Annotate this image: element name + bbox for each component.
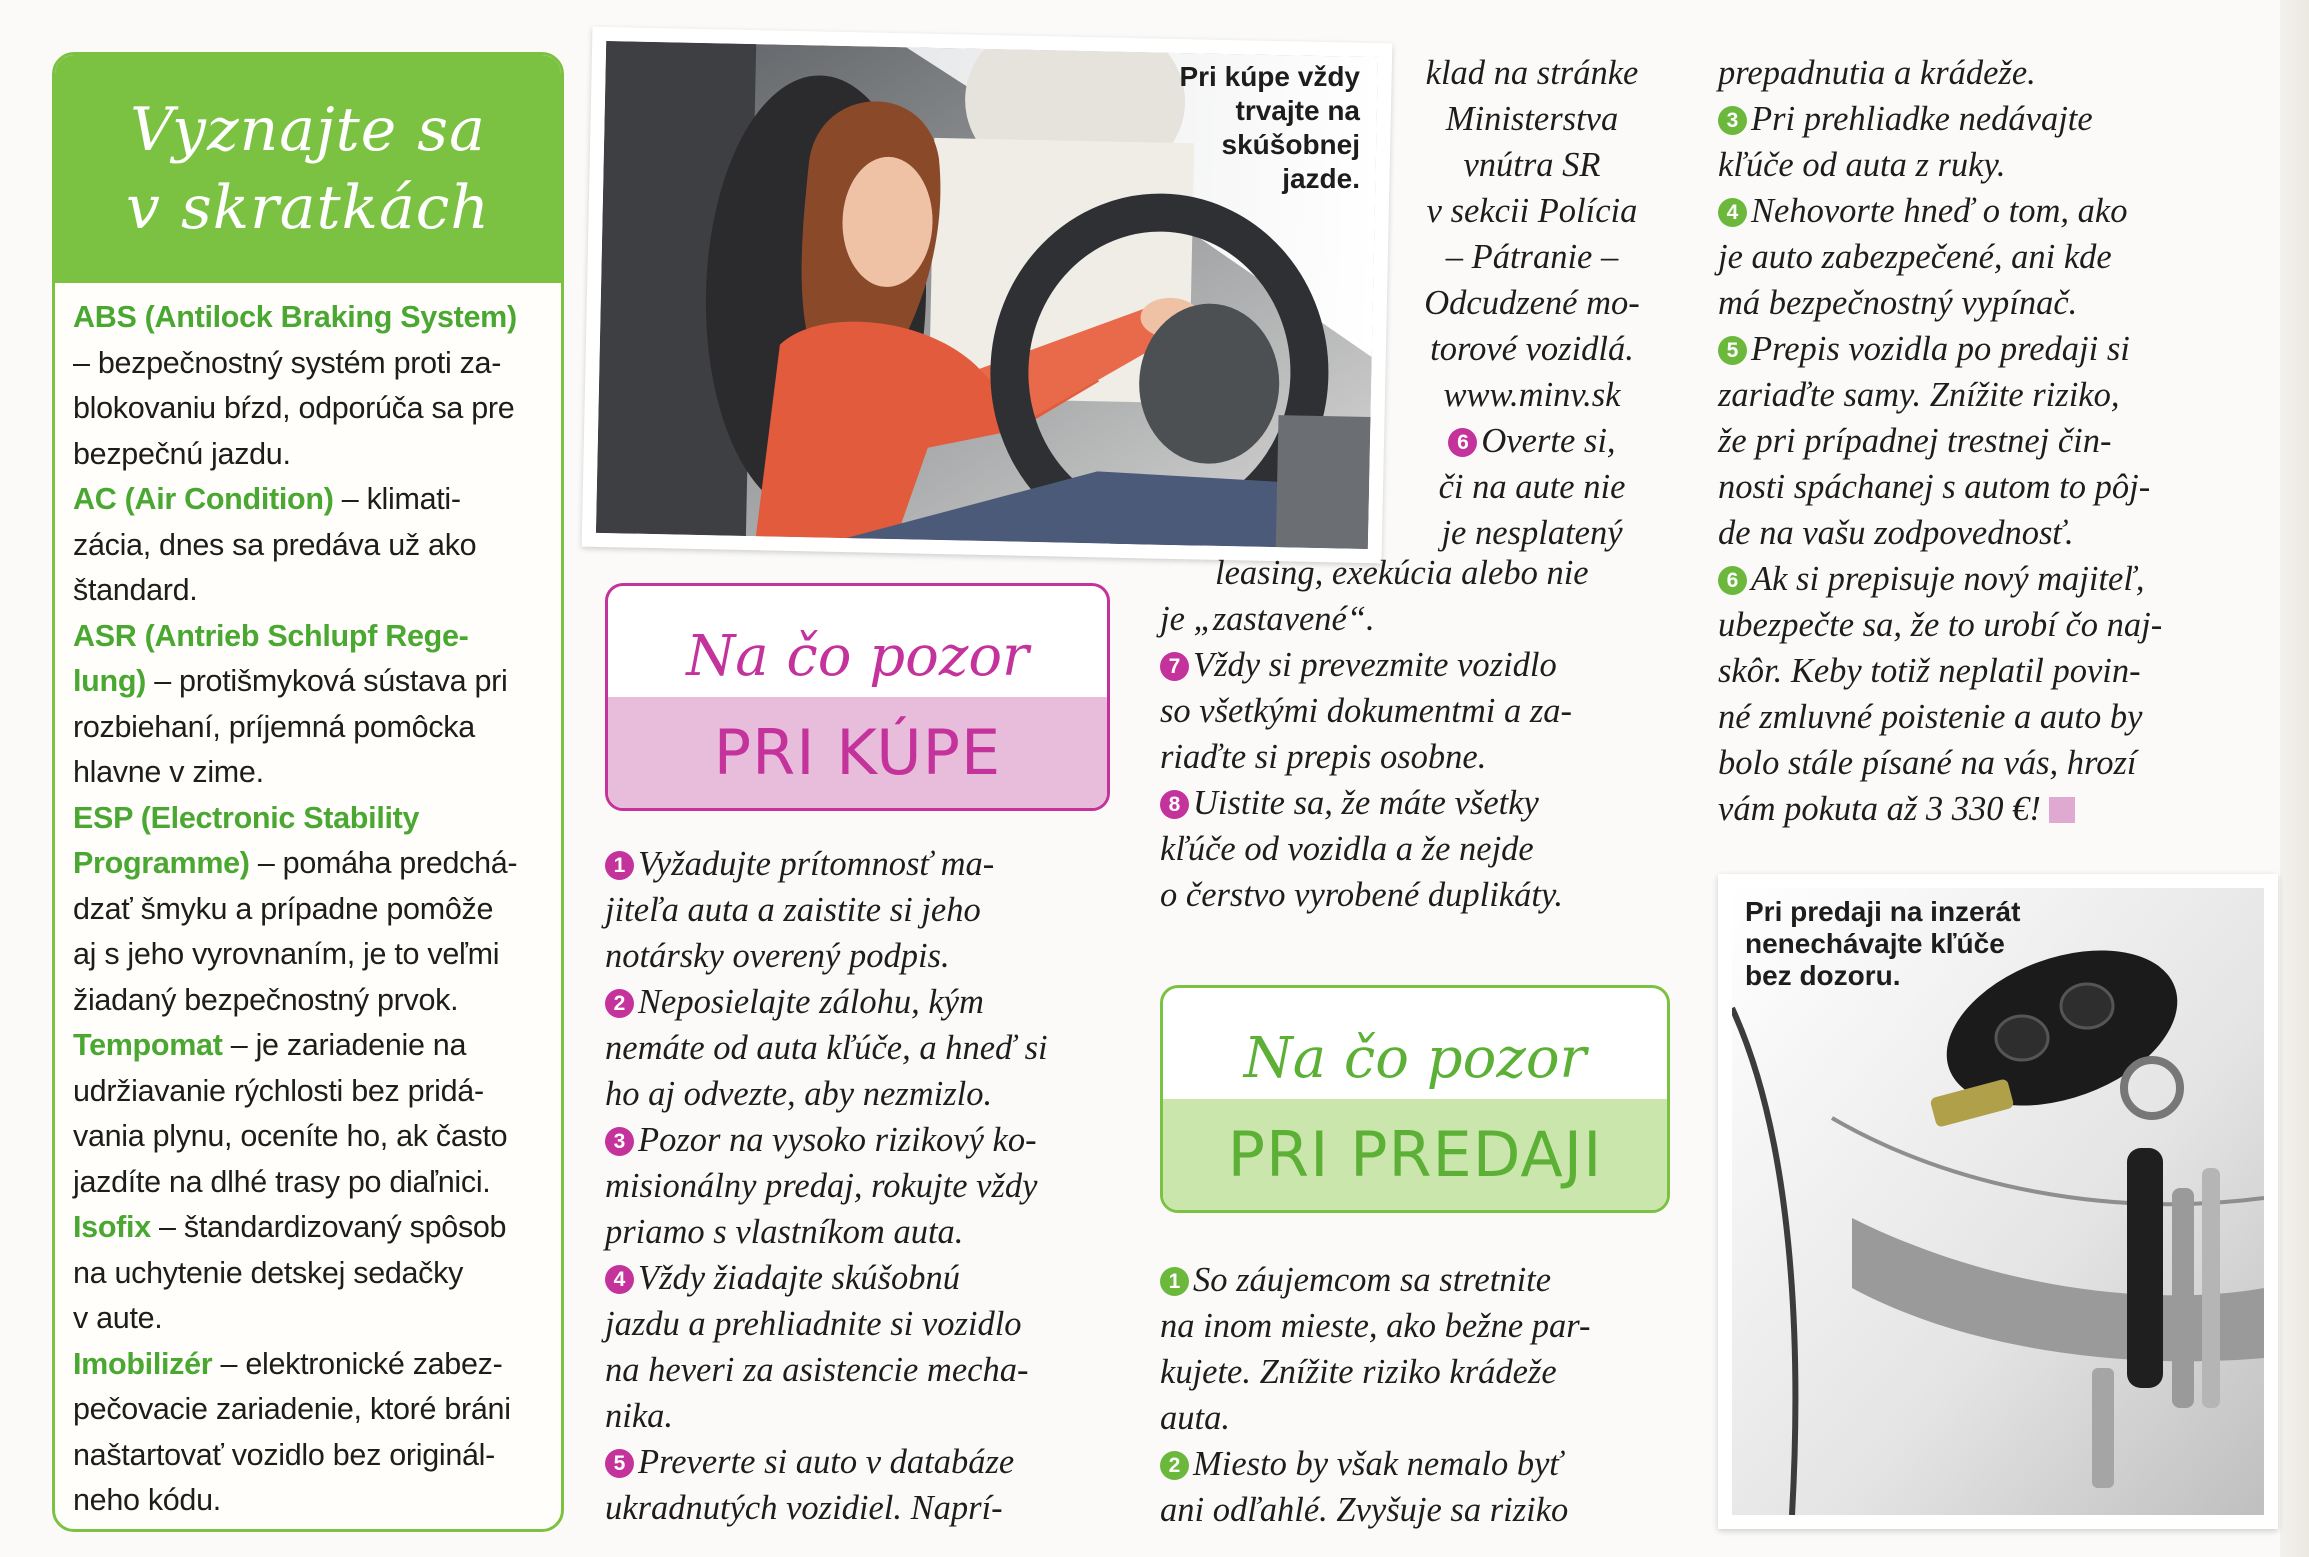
- tip-line: [1718, 740, 2258, 786]
- glossary-text: bezpečnú jazdu.: [73, 436, 291, 471]
- glossary-line: [73, 295, 547, 341]
- glossary-text: – štandardizovaný spôsob: [150, 1210, 507, 1244]
- tip-text: kujete. Znížite riziko krádeže: [1160, 1353, 1557, 1391]
- tip-number-icon: 2: [1160, 1451, 1189, 1480]
- tip-text: nika.: [605, 1397, 674, 1435]
- tip-line: [1718, 694, 2258, 740]
- tip-text: ubezpečte sa, že to urobí čo naj-: [1718, 606, 2163, 644]
- tip-line: [1718, 648, 2258, 694]
- tip-number-icon: 6: [1448, 428, 1477, 457]
- glossary-line: [73, 887, 547, 933]
- tip-line: [1718, 464, 2258, 510]
- tip-number-icon: 5: [1718, 336, 1747, 365]
- glossary-text: rozbiehaní, príjemná pomôcka: [73, 709, 475, 744]
- tip-text: Preverte si auto v databáze: [638, 1443, 1015, 1481]
- tip-line: [605, 1163, 1115, 1209]
- tip-text: Vyžadujte prítomnosť ma-: [638, 845, 995, 883]
- glossary-term: ESP (Electronic Stability: [73, 800, 420, 835]
- glossary-term: ASR (Antrieb Schlupf Rege-: [73, 618, 469, 653]
- glossary-line: [73, 932, 547, 978]
- test-drive-caption: [1105, 60, 1360, 196]
- tip-text: ho aj odvezte, aby nezmizlo.: [605, 1075, 993, 1113]
- caption-line: trvajte na: [1235, 95, 1360, 126]
- tip-text: leasing, exekúcia alebo nie: [1215, 554, 1589, 592]
- glossary-term: ABS (Antilock Braking System): [73, 300, 517, 334]
- website-note-line: vnútra SR: [1463, 146, 1601, 184]
- tip-text: riaďte si prepis osobne.: [1160, 738, 1487, 776]
- tip-line: [1160, 826, 1680, 872]
- tip-text: Pozor na vysoko rizikový ko-: [638, 1121, 1037, 1159]
- tip-text: notársky overený podpis.: [605, 937, 950, 975]
- glossary-text: – bezpečnostný systém proti za-: [73, 345, 502, 380]
- glossary-text: hlavne v zime.: [73, 755, 264, 789]
- glossary-line: [73, 568, 547, 614]
- tip-line: [605, 1439, 1115, 1485]
- glossary-text: – protišmyková sústava pri: [146, 664, 508, 698]
- heading-buy-line1: Na čo pozor: [686, 624, 1029, 689]
- tip-line: [1718, 96, 2258, 142]
- tip-line: [1392, 418, 1672, 464]
- tip-line: [1718, 602, 2258, 648]
- glossary-line: [73, 841, 547, 887]
- glossary-text: jazdíte na dlhé trasy po diaľnici.: [73, 1164, 491, 1199]
- glossary-text: – je zariadenie na: [222, 1028, 467, 1062]
- glossary-line: [73, 1478, 547, 1524]
- glossary-line: [73, 1342, 547, 1388]
- tip-line: [605, 979, 1115, 1025]
- website-note-line: Ministerstva: [1445, 100, 1619, 138]
- tip-text: Vždy si prevezmite vozidlo: [1193, 646, 1557, 684]
- tip-text: jiteľa auta a zaistite si jeho: [605, 891, 981, 929]
- tip-line: [1392, 464, 1672, 510]
- tip-text: priamo s vlastníkom auta.: [605, 1213, 964, 1251]
- tip-text: nosti spáchanej s autom to pôj-: [1718, 468, 2151, 506]
- tip-line: [1160, 550, 1680, 596]
- glossary-text: – klimati-: [333, 482, 461, 516]
- tip-line: [1160, 1487, 1680, 1533]
- heading-sell: [1160, 985, 1670, 1213]
- tip-number-icon: 7: [1160, 652, 1189, 681]
- glossary-line: [73, 978, 547, 1024]
- tip-text: zariaďte samy. Znížite riziko,: [1718, 376, 2120, 414]
- tip-line: [1160, 1257, 1680, 1303]
- tip-line: [1718, 326, 2258, 372]
- tip-text: že pri prípadnej trestnej čin-: [1718, 422, 2112, 460]
- tip-line: [605, 887, 1115, 933]
- caption-line: jazde.: [1282, 163, 1360, 194]
- buy-tips-continued: [1160, 550, 1680, 918]
- glossary-line: [73, 477, 547, 523]
- tip-text: né zmluvné poistenie a auto by: [1718, 698, 2143, 736]
- page-edge: [2280, 0, 2309, 1557]
- car-keys-caption: [1745, 896, 2175, 992]
- heading-buy-line2: PRI KÚPE: [608, 697, 1107, 808]
- tip-line: [1718, 786, 2258, 832]
- glossary-line: [73, 1251, 547, 1297]
- tip-line: [1718, 418, 2258, 464]
- glossary-term: Tempomat: [73, 1028, 223, 1062]
- tip-text: či na aute nie: [1438, 468, 1626, 506]
- tip-text: je auto zabezpečené, ani kde: [1718, 238, 2112, 276]
- tip-number-icon: 1: [1160, 1267, 1189, 1296]
- caption-line: Pri kúpe vždy: [1179, 61, 1360, 92]
- glossary-term: AC (Air Condition): [73, 482, 334, 516]
- glossary-line: [73, 614, 547, 660]
- glossary-line: [73, 659, 547, 705]
- glossary-text: naštartovať vozidlo bez originál-: [73, 1437, 495, 1472]
- buy-tips-column: [605, 841, 1115, 1531]
- glossary-line: [73, 523, 547, 569]
- glossary-line: [73, 796, 547, 842]
- website-note-line: – Pátranie –: [1445, 238, 1619, 276]
- tip-text: o čerstvo vyrobené duplikáty.: [1160, 876, 1563, 914]
- glossary-line: [73, 705, 547, 751]
- glossary-text: aj s jeho vyrovnaním, je to veľmi: [73, 937, 500, 971]
- glossary-line: [73, 1023, 547, 1069]
- tip-text: Uistite sa, že máte všetky: [1193, 784, 1539, 822]
- tip-line: [605, 1301, 1115, 1347]
- tip-line: [605, 1485, 1115, 1531]
- glossary-text: – pomáha predchá-: [249, 846, 518, 880]
- tip-text: Miesto by však nemalo byť: [1193, 1445, 1562, 1483]
- tip-number-icon: 8: [1160, 790, 1189, 819]
- tip-number-icon: 5: [605, 1449, 634, 1478]
- tip-line: [1718, 142, 2258, 188]
- glossary-line: [73, 750, 547, 796]
- glossary-sidebar: [52, 52, 564, 1532]
- tip-line: [1160, 780, 1680, 826]
- glossary-line: [73, 1069, 547, 1115]
- tip-text: kľúče od vozidla a že nejde: [1160, 830, 1534, 868]
- website-note-line: v sekcii Polícia: [1426, 192, 1638, 230]
- heading-sell-line2: PRI PREDAJI: [1163, 1099, 1667, 1210]
- tip-line: [1160, 1303, 1680, 1349]
- tip-line: [605, 1117, 1115, 1163]
- glossary-line: [73, 1160, 547, 1206]
- glossary-text: dzať šmyku a prípadne pomôže: [73, 891, 494, 926]
- tip-text: ani odľahlé. Zvyšuje sa riziko: [1160, 1491, 1569, 1529]
- glossary-title-line1: Vyznajte sa: [130, 95, 486, 165]
- glossary-text: pečovacie zariadenie, ktoré bráni: [73, 1392, 511, 1426]
- glossary-text: štandard.: [73, 573, 198, 607]
- tip-line: [605, 1393, 1115, 1439]
- tip-text: je „zastavené“.: [1160, 600, 1375, 638]
- tip-number-icon: 1: [605, 851, 634, 880]
- tip-text: Overte si,: [1481, 422, 1616, 460]
- tip-text: je nesplatený: [1441, 514, 1623, 552]
- tip-text: Pri prehliadke nedávajte: [1751, 100, 2093, 138]
- heading-sell-line1: Na čo pozor: [1243, 1026, 1587, 1091]
- tip-line: [1160, 642, 1680, 688]
- tip-line: [605, 1025, 1115, 1071]
- tip-line: [1160, 596, 1680, 642]
- tip-line: [1718, 234, 2258, 280]
- tip-line: [1718, 372, 2258, 418]
- tip-number-icon: 4: [605, 1265, 634, 1294]
- glossary-line: [73, 1433, 547, 1479]
- glossary-text: udržiavanie rýchlosti bez pridá-: [73, 1073, 484, 1108]
- glossary-term: Programme): [73, 846, 250, 880]
- tip-text: misionálny predaj, rokujte vždy: [605, 1167, 1038, 1205]
- glossary-text: neho kódu.: [73, 1483, 221, 1517]
- tip-line: [1718, 188, 2258, 234]
- caption-line: skúšobnej: [1221, 129, 1360, 160]
- tip-number-icon: 3: [605, 1127, 634, 1156]
- website-note-line: www.minv.sk: [1443, 376, 1621, 414]
- glossary-line: [73, 1114, 547, 1160]
- tip-line: [1160, 1395, 1680, 1441]
- tip-line: [605, 1071, 1115, 1117]
- tip-text: Nehovorte hneď o tom, ako: [1751, 192, 2128, 230]
- caption-line: bez dozoru.: [1745, 960, 1901, 991]
- tip-text: má bezpečnostný vypínač.: [1718, 284, 2078, 322]
- tip-line: [1160, 872, 1680, 918]
- tip-text: prepadnutia a krádeže.: [1718, 54, 2036, 92]
- tip-text: Prepis vozidla po predaji si: [1751, 330, 2130, 368]
- heading-buy: [605, 583, 1110, 811]
- end-mark-icon: [2049, 797, 2075, 823]
- tip-text: auta.: [1160, 1399, 1230, 1437]
- tip-number-icon: 3: [1718, 106, 1747, 135]
- glossary-title-line2: v skratkách: [125, 173, 491, 243]
- caption-line: nenechávajte kľúče: [1745, 928, 2005, 959]
- glossary-text: – elektronické zabez-: [212, 1346, 503, 1381]
- glossary-line: [73, 432, 547, 478]
- glossary-list: [55, 283, 561, 1524]
- sell-tips-column: [1160, 1257, 1680, 1533]
- tip-text: na heveri za asistencie mecha-: [605, 1351, 1029, 1389]
- glossary-line: [73, 1205, 547, 1251]
- tip-text: na inom mieste, ako bežne par-: [1160, 1307, 1591, 1345]
- glossary-term: lung): [73, 664, 147, 698]
- glossary-text: vania plynu, oceníte ho, ak často: [73, 1119, 508, 1153]
- tip-line: [605, 1347, 1115, 1393]
- tip-text: kľúče od auta z ruky.: [1718, 146, 2006, 184]
- tip-number-icon: 6: [1718, 566, 1747, 595]
- glossary-line: [73, 1387, 547, 1433]
- tip-line: [605, 1209, 1115, 1255]
- glossary-text: na uchytenie detskej sedačky: [73, 1255, 464, 1290]
- caption-line: Pri predaji na inzerát: [1745, 896, 2021, 927]
- tip-line: [605, 1255, 1115, 1301]
- glossary-line: [73, 1296, 547, 1342]
- glossary-text: žiadaný bezpečnostný prvok.: [73, 982, 459, 1017]
- tip-text: nemáte od auta kľúče, a hneď si: [605, 1029, 1048, 1067]
- sell-tips-continued: [1718, 50, 2258, 832]
- tip-line: [1718, 556, 2258, 602]
- tip-text: Vždy žiadajte skúšobnú: [638, 1259, 960, 1297]
- website-note-column: [1392, 50, 1672, 556]
- website-note-line: torové vozidlá.: [1430, 330, 1634, 368]
- tip-text: So záujemcom sa stretnite: [1193, 1261, 1552, 1299]
- tip-text: de na vašu zodpovednosť.: [1718, 514, 2074, 552]
- tip-line: [1160, 688, 1680, 734]
- tip-text: bolo stále písané na vás, hrozí: [1718, 744, 2137, 782]
- tip-line: [1718, 50, 2258, 96]
- tip-text: skôr. Keby totiž neplatil povin-: [1718, 652, 2141, 690]
- tip-line: [1718, 510, 2258, 556]
- glossary-term: Imobilizér: [73, 1346, 213, 1381]
- tip-number-icon: 2: [605, 989, 634, 1018]
- tip-text: so všetkými dokumentmi a za-: [1160, 692, 1572, 730]
- glossary-text: blokovaniu bŕzd, odporúča sa pre: [73, 391, 515, 425]
- tip-line: [605, 933, 1115, 979]
- website-note-line: Odcudzené mo-: [1424, 284, 1640, 322]
- tip-text: ukradnutých vozidiel. Naprí-: [605, 1489, 1003, 1527]
- tip-line: [1718, 280, 2258, 326]
- glossary-text: zácia, dnes sa predáva už ako: [73, 527, 477, 562]
- tip-line: [605, 841, 1115, 887]
- tip-text: Neposielajte zálohu, kým: [638, 983, 984, 1021]
- tip-text: vám pokuta až 3 330 €!: [1718, 790, 2041, 828]
- glossary-line: [73, 386, 547, 432]
- tip-line: [1160, 734, 1680, 780]
- glossary-text: v aute.: [73, 1301, 163, 1335]
- glossary-header: [55, 55, 561, 283]
- glossary-line: [73, 341, 547, 387]
- website-note-line: klad na stránke: [1425, 54, 1639, 92]
- tip-line: [1160, 1349, 1680, 1395]
- tip-text: jazdu a prehliadnite si vozidlo: [605, 1305, 1022, 1343]
- glossary-term: Isofix: [73, 1210, 151, 1244]
- tip-line: [1160, 1441, 1680, 1487]
- tip-text: Ak si prepisuje nový majiteľ,: [1751, 560, 2145, 598]
- tip-number-icon: 4: [1718, 198, 1747, 227]
